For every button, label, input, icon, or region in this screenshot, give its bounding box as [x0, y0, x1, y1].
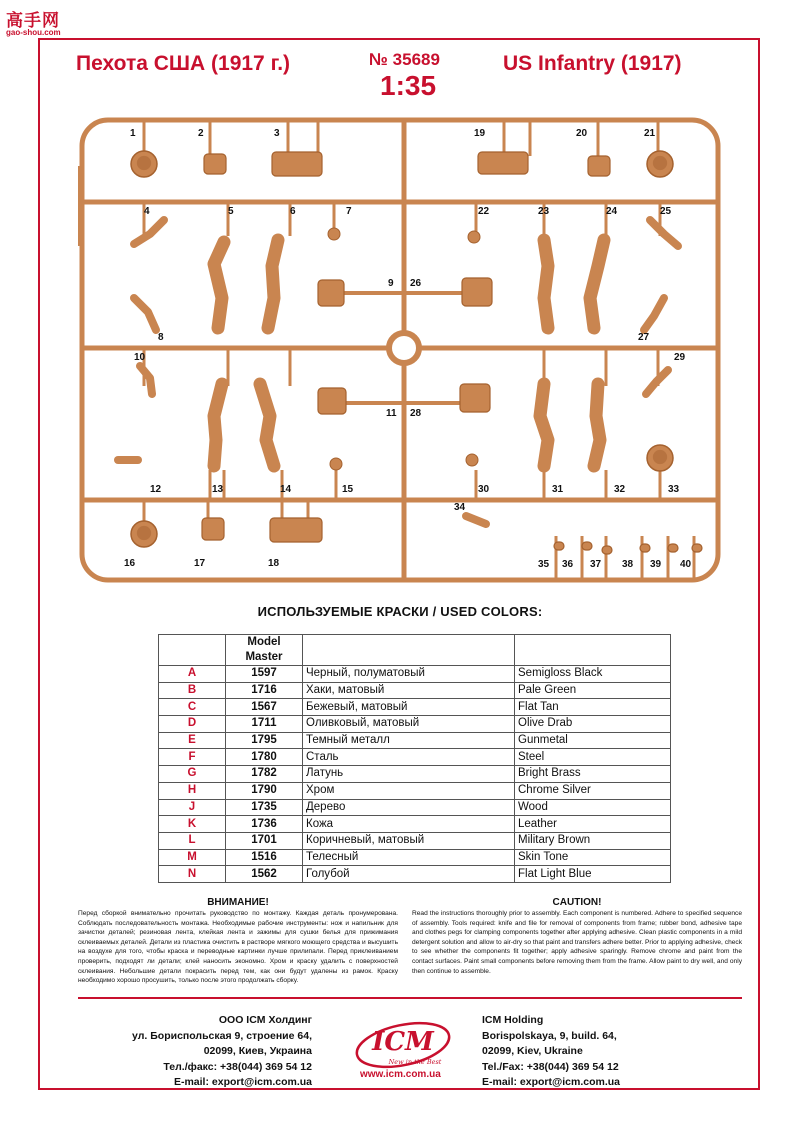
color-code: 1516	[226, 849, 303, 866]
address-en-line: 02099, Kiev, Ukraine	[482, 1045, 583, 1057]
color-ru: Оливковый, матовый	[303, 716, 515, 733]
colors-table-body	[159, 666, 671, 883]
color-ru: Бежевый, матовый	[303, 699, 515, 716]
arm-part	[644, 298, 664, 330]
helmet-dome-shade	[653, 450, 667, 464]
color-code: 1782	[226, 766, 303, 783]
address-en	[482, 1013, 620, 1091]
color-row	[159, 866, 671, 883]
part-number-label: 31	[552, 484, 564, 495]
part-number-label: 4	[144, 206, 150, 217]
leg-part	[544, 240, 548, 328]
scale-label: 1:35	[380, 70, 437, 101]
part-number-label: 8	[158, 332, 164, 343]
color-en: Leather	[515, 816, 671, 833]
color-row	[159, 749, 671, 766]
address-en-line: Tel./Fax: +38(044) 369 54 12	[482, 1060, 619, 1073]
part-number-label: 18	[268, 558, 280, 569]
arm-part	[650, 220, 678, 246]
bedroll-part	[478, 152, 528, 174]
color-code: 1790	[226, 782, 303, 799]
product-number: № 35689	[369, 50, 440, 69]
colors-table-header	[159, 635, 671, 666]
color-row	[159, 849, 671, 866]
color-letter: G	[159, 766, 226, 783]
color-ru: Хром	[303, 782, 515, 799]
color-letter: N	[159, 866, 226, 883]
small-part	[602, 546, 612, 554]
part-number-label: 13	[212, 484, 224, 495]
head-part	[466, 454, 478, 466]
site-logo-text: 高手网	[6, 11, 60, 30]
color-letter: H	[159, 782, 226, 799]
svg-text:ICM: ICM	[372, 1027, 434, 1057]
color-code: 1735	[226, 799, 303, 816]
part-number-label: 38	[622, 559, 634, 570]
arm-part	[140, 366, 152, 394]
part-number-label: 29	[674, 352, 686, 363]
color-code: 1562	[226, 866, 303, 883]
address-en-line: ICM Holding	[482, 1014, 544, 1026]
color-row	[159, 799, 671, 816]
color-letter: A	[159, 666, 226, 683]
site-logo-url: gao-shou.com	[6, 28, 61, 37]
color-letter: B	[159, 682, 226, 699]
part-number-label: 1	[130, 128, 136, 139]
address-ru-line: E-mail: export@icm.com.ua	[173, 1076, 312, 1088]
address-ru	[132, 1013, 312, 1091]
pack-part	[588, 156, 610, 176]
arm-part	[134, 220, 164, 244]
part-number-label: 12	[150, 484, 162, 495]
color-en: Pale Green	[515, 682, 671, 699]
color-en: Gunmetal	[515, 732, 671, 749]
warning-title-ru: ВНИМАНИЕ!	[207, 897, 269, 908]
helmet-dome-shade	[137, 526, 151, 540]
small-part	[692, 544, 702, 552]
part-number-label: 24	[606, 206, 618, 217]
small-part	[640, 544, 650, 552]
bedroll-part	[272, 152, 322, 176]
part-number-label: 14	[280, 484, 292, 495]
color-row	[159, 666, 671, 683]
color-en: Skin Tone	[515, 849, 671, 866]
part-number-label: 27	[638, 332, 650, 343]
torso-part	[460, 384, 490, 412]
pack-part	[202, 518, 224, 540]
color-letter: E	[159, 732, 226, 749]
color-code: 1716	[226, 682, 303, 699]
color-ru: Телесный	[303, 849, 515, 866]
color-letter: K	[159, 816, 226, 833]
leg-part	[590, 240, 604, 328]
part-number-label: 25	[660, 206, 672, 217]
icm-logo	[353, 1020, 453, 1072]
color-en: Bright Brass	[515, 766, 671, 783]
part-number-label: 20	[576, 128, 588, 139]
address-ru-line: ООО ICM Холдинг	[218, 1014, 312, 1026]
part-number-label: 36	[562, 559, 574, 570]
color-code: 1701	[226, 832, 303, 849]
helmet-dome-shade	[653, 156, 667, 170]
head-part	[330, 458, 342, 470]
sprue-frame-illustration	[78, 116, 722, 586]
leg-part	[260, 384, 274, 466]
footer-divider	[78, 997, 742, 999]
color-row	[159, 732, 671, 749]
color-ru: Кожа	[303, 816, 515, 833]
part-number-label: 22	[478, 206, 490, 217]
address-ru-line: Тел./факс: +38(044) 369 54 12	[163, 1060, 312, 1073]
leg-part	[268, 240, 278, 328]
address-ru-line: ул. Бориспольская 9, строение 64,	[132, 1029, 312, 1042]
part-number-label: 9	[388, 278, 394, 289]
color-letter: F	[159, 749, 226, 766]
part-number-label: 7	[346, 206, 352, 217]
part-number-label: 23	[538, 206, 550, 217]
leg-part	[594, 384, 600, 466]
small-part	[668, 544, 678, 552]
part-number-label: 34	[454, 502, 466, 513]
sprue-bars	[78, 120, 718, 580]
color-ru: Голубой	[303, 866, 515, 883]
address-en-line: E-mail: export@icm.com.ua	[482, 1076, 621, 1088]
part-number-label: 19	[474, 128, 486, 139]
color-code: 1795	[226, 732, 303, 749]
part-number-label: 40	[680, 559, 692, 570]
color-en: Semigloss Black	[515, 666, 671, 683]
color-code: 1780	[226, 749, 303, 766]
part-number-label: 35	[538, 559, 550, 570]
color-code: 1567	[226, 699, 303, 716]
color-row	[159, 699, 671, 716]
color-ru: Хаки, матовый	[303, 682, 515, 699]
color-row	[159, 816, 671, 833]
part-number-label: 39	[650, 559, 662, 570]
part-number-label: 37	[590, 559, 602, 570]
part-number-label: 5	[228, 206, 234, 217]
color-en: Chrome Silver	[515, 782, 671, 799]
color-letter: M	[159, 849, 226, 866]
sprue-center-ring	[389, 333, 419, 363]
color-en: Flat Light Blue	[515, 866, 671, 883]
part-number-label: 17	[194, 558, 206, 569]
part-number-label: 3	[274, 128, 280, 139]
color-en: Wood	[515, 799, 671, 816]
head-part	[328, 228, 340, 240]
color-row	[159, 766, 671, 783]
color-code: 1736	[226, 816, 303, 833]
address-ru-line: 02099, Киев, Украина	[203, 1045, 312, 1057]
color-code: 1597	[226, 666, 303, 683]
color-letter: D	[159, 716, 226, 733]
color-letter: C	[159, 699, 226, 716]
header-model-master: Model Master	[226, 635, 303, 666]
color-ru: Темный металл	[303, 732, 515, 749]
part-number-label: 21	[644, 128, 656, 139]
color-code: 1711	[226, 716, 303, 733]
color-row	[159, 832, 671, 849]
part-number-label: 26	[410, 278, 422, 289]
color-en: Olive Drab	[515, 716, 671, 733]
color-letter: L	[159, 832, 226, 849]
part-number-label: 30	[478, 484, 490, 495]
part-number-label: 32	[614, 484, 626, 495]
part-number-label: 28	[410, 408, 422, 419]
pack-part	[204, 154, 226, 174]
color-ru: Коричневый, матовый	[303, 832, 515, 849]
color-row	[159, 716, 671, 733]
sprue-gate-tab	[78, 166, 82, 246]
color-en: Military Brown	[515, 832, 671, 849]
colors-table	[158, 634, 671, 883]
arm-part	[466, 516, 486, 524]
part-number-label: 15	[342, 484, 354, 495]
title-russian: Пехота США (1917 г.)	[76, 52, 291, 75]
header-empty	[303, 635, 515, 666]
color-letter: J	[159, 799, 226, 816]
color-row	[159, 682, 671, 699]
leg-part	[214, 242, 224, 328]
warning-text-en: Read the instructions thoroughly prior to assembly. Each component is numbered. Adhere to specified sequence of assembly. Tools required: knife and file for removal of components from frame; rubber bond, adhesive tape and clothes pegs for clamping components together after applying adhesive. Clean plastic components in a mild detergent solution and allow to air-dry so that paint and transfers adhere better. Prior to applying adhesive, check to see whether the components fit together; apply adhesive sparingly. Remove chrome and paint from the contact surfaces. Paint small components before removing them from the frame. Allow paint to dry well, and only then continue to assemble.	[412, 910, 742, 975]
small-part	[582, 542, 592, 550]
part-number-label: 33	[668, 484, 680, 495]
bedroll-part	[270, 518, 322, 542]
part-number-label: 2	[198, 128, 204, 139]
address-en-line: Borispolskaya, 9, build. 64,	[482, 1029, 617, 1042]
head-part	[468, 231, 480, 243]
part-number-label: 11	[386, 408, 397, 419]
color-ru: Дерево	[303, 799, 515, 816]
svg-text:New in the Best: New in the Best	[388, 1058, 442, 1066]
color-ru: Латунь	[303, 766, 515, 783]
color-ru: Черный, полуматовый	[303, 666, 515, 683]
warning-text-ru: Перед сборкой внимательно прочитать руководство по монтажу. Каждая деталь пронумерована. Соблюдать последовательность монтажа. Необходимые рабочие инструменты: нож и напильник для зачистки деталей; резиновая лента, клейкая лента и зажимы для сушки белья для прижимания склеиваемых деталей. Детали из пластика очистить в растворе мягкого моющего средства и высушить на воздухе для того, чтобы краска и переводные картинки лучше прилипали. Перед приклеиванием проверить, подходят ли детали; клей наносить экономно. Хром и краску удалить с поверхностей склеивания. Небольшие детали покрасить перед тем, как они будут удалены из рамок. Краску необходимо хорошо просушить, только после этого продолжать сборку.	[78, 910, 398, 985]
part-number-label: 16	[124, 558, 136, 569]
color-en: Steel	[515, 749, 671, 766]
color-row	[159, 782, 671, 799]
icm-website: www.icm.com.ua	[360, 1069, 441, 1080]
color-ru: Сталь	[303, 749, 515, 766]
arm-part	[134, 298, 156, 330]
leg-part	[540, 384, 548, 466]
part-number-label: 6	[290, 206, 296, 217]
used-colors-title: ИСПОЛЬЗУЕМЫЕ КРАСКИ / USED COLORS:	[257, 604, 543, 619]
part-number-label: 10	[134, 352, 146, 363]
helmet-dome-shade	[137, 156, 151, 170]
header-empty	[515, 635, 671, 666]
site-watermark-logo	[6, 6, 96, 38]
title-english: US Infantry (1917)	[503, 52, 682, 75]
small-part	[554, 542, 564, 550]
leg-part	[214, 384, 222, 466]
torso-part	[462, 278, 492, 306]
header-empty	[159, 635, 226, 666]
warning-title-en: CAUTION!	[552, 897, 602, 908]
torso-part	[318, 388, 346, 414]
color-en: Flat Tan	[515, 699, 671, 716]
torso-part	[318, 280, 344, 306]
